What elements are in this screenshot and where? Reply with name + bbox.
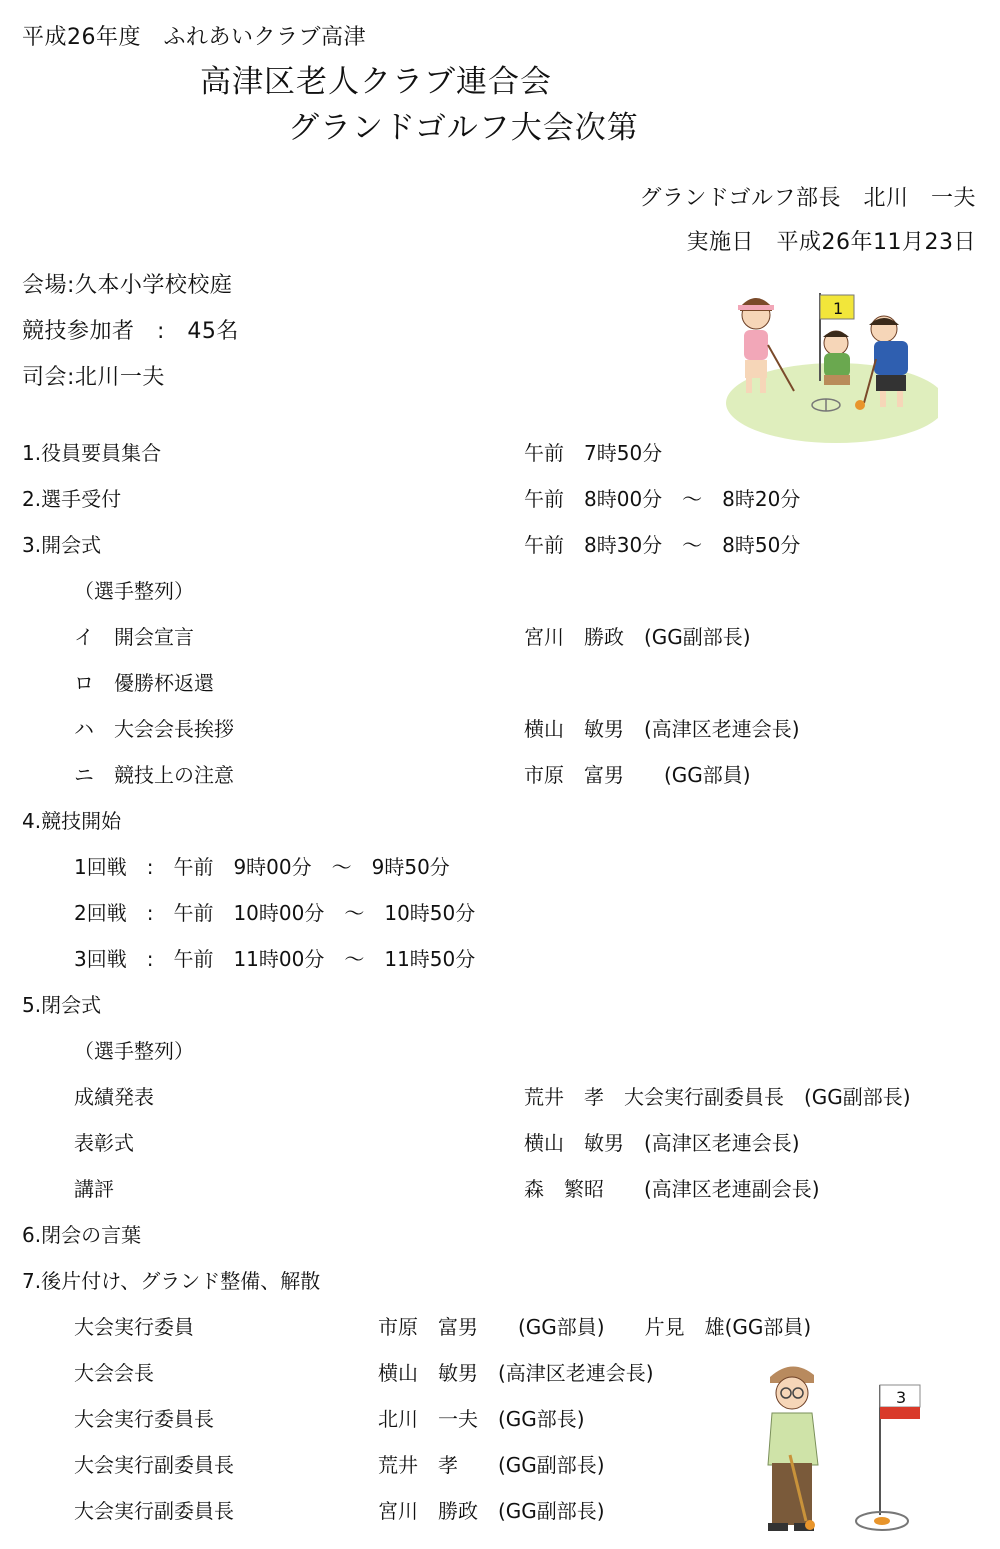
dept-head-text: グランドゴルフ部長 北川 一夫 [639, 186, 976, 211]
committee-role: 大会実行委員長 [74, 1407, 214, 1431]
item-1-time: 午前 7時50分 [524, 441, 663, 465]
item-3-sub-label: （選手整列） [74, 579, 194, 603]
committee-role: 大会実行副委員長 [74, 1499, 234, 1523]
item-3-sub-label: ロ 優勝杯返還 [74, 671, 214, 695]
item-1-label: 1.役員要員集合 [22, 441, 162, 465]
item-4-label: 4.競技開始 [22, 809, 122, 833]
committee-role: 大会実行副委員長 [74, 1453, 234, 1477]
item-3-time: 午前 8時30分 ～ 8時50分 [524, 533, 801, 557]
kids-golf-illustration [716, 285, 938, 443]
round-row: 1回戦 : 午前 9時00分 ～ 9時50分 [74, 855, 450, 879]
item-3-label: 3.開会式 [22, 533, 102, 557]
item-3-sub-label: イ 開会宣言 [74, 625, 194, 649]
flag-number-1: 1 [833, 299, 844, 318]
committee-person: 市原 富男 (GG部員) 片見 雄(GG部員) [378, 1315, 812, 1339]
item-3-sub-person: 宮川 勝政 (GG副部長) [524, 625, 751, 649]
item-6-label: 6.閉会の言葉 [22, 1223, 142, 1247]
committee-role: 大会会長 [74, 1361, 154, 1385]
item-5-sub-person: 荒井 孝 大会実行副委員長 (GG副部長) [524, 1085, 911, 1109]
item-2-time: 午前 8時00分 ～ 8時20分 [524, 487, 801, 511]
item-3-sub-person: 横山 敏男 (高津区老連会長) [524, 717, 800, 741]
date-text: 実施日 平成26年11月23日 [686, 230, 976, 255]
item-5-sub-label: （選手整列） [74, 1039, 194, 1063]
flag-number-3: 3 [896, 1388, 907, 1407]
committee-role: 大会実行委員 [74, 1315, 194, 1339]
item-5-sub-person: 横山 敏男 (高津区老連会長) [524, 1131, 800, 1155]
committee-person: 横山 敏男 (高津区老連会長) [378, 1361, 654, 1385]
item-5-label: 5.閉会式 [22, 993, 102, 1017]
round-row: 2回戦 : 午前 10時00分 ～ 10時50分 [74, 901, 476, 925]
item-5-sub-person: 森 繁昭 (高津区老連副会長) [524, 1177, 820, 1201]
page-subtitle: グランドゴルフ大会次第 [288, 110, 639, 146]
participants-text: 競技参加者 : 45名 [22, 319, 239, 344]
round-row: 3回戦 : 午前 11時00分 ～ 11時50分 [74, 947, 476, 971]
committee-person: 荒井 孝 (GG副部長) [378, 1453, 605, 1477]
page-title: 高津区老人クラブ連合会 [200, 64, 552, 100]
item-5-sub-label: 表彰式 [74, 1131, 134, 1155]
elderly-golfer-illustration [760, 1355, 930, 1537]
item-7-label: 7.後片付け、グランド整備、解散 [22, 1269, 321, 1293]
item-3-sub-label: ハ 大会会長挨拶 [74, 717, 234, 741]
item-2-label: 2.選手受付 [22, 487, 122, 511]
committee-person: 北川 一夫 (GG部長) [378, 1407, 585, 1431]
venue-text: 会場:久本小学校校庭 [22, 273, 233, 298]
item-5-sub-label: 講評 [74, 1177, 114, 1201]
item-3-sub-person: 市原 富男 (GG部員) [524, 763, 751, 787]
item-5-sub-label: 成績発表 [74, 1085, 154, 1109]
committee-person: 宮川 勝政 (GG副部長) [378, 1499, 605, 1523]
year-org-text: 平成26年度 ふれあいクラブ高津 [22, 25, 366, 50]
item-3-sub-label: ニ 競技上の注意 [74, 763, 234, 787]
mc-text: 司会:北川一夫 [22, 365, 165, 390]
